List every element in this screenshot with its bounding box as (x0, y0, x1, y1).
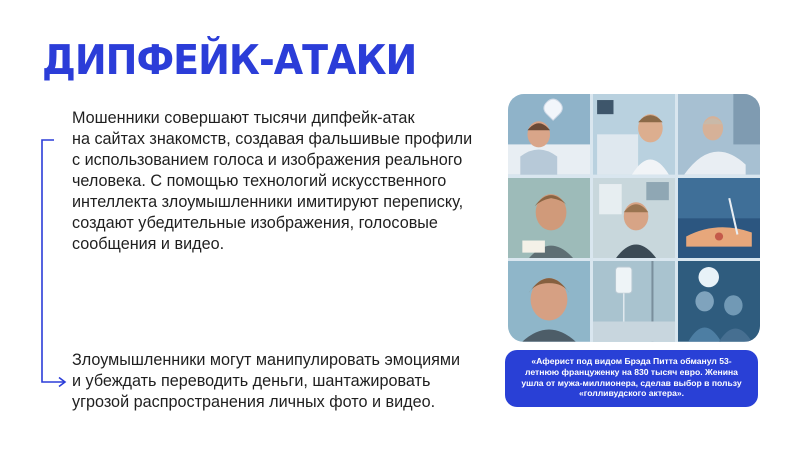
paragraph-1-line: сообщения и видео. (72, 235, 225, 253)
quote-line: «голливудского актера». (578, 388, 685, 399)
paragraph-1-line: с использованием голоса и изображения реального (72, 151, 463, 169)
paragraph-1-line: на сайтах знакомств, создавая фальшивые профили (72, 130, 473, 148)
paragraph-2-line: угрозой распространения личных фото и видео. (72, 393, 436, 411)
paragraph-1-line: Мошенники совершают тысячи дипфейк-атак (72, 109, 415, 127)
close-up-portrait-photo (508, 261, 590, 342)
quote-line: летнюю француженку на 830 тысяч евро. Женина (525, 366, 738, 377)
paragraph-1-line: интеллекта злоумышленники имитируют переписку, (72, 193, 464, 211)
paragraph-2 (72, 350, 502, 413)
quote-line: «Аферист под видом Брэда Питта обманул 53- (531, 356, 732, 366)
paragraph-2-line: Злоумышленники могут манипулировать эмоциями (72, 351, 461, 369)
paragraph-1-line: человека. С помощью технологий искусственного (72, 172, 447, 190)
hospital-bed-photo (508, 94, 590, 175)
surgery-procedure-photo (678, 178, 760, 259)
hospital-corridor-selfie-photo (593, 178, 675, 259)
surgeons-photo (678, 261, 760, 342)
paragraph-2-line: и убеждать переводить деньги, шантажировать (72, 372, 431, 390)
quote-line: ушла от мужа-миллионера, сделав выбор в пользу (521, 377, 742, 388)
portrait-photo (508, 178, 590, 259)
photo-collage (508, 94, 760, 342)
quote-box (505, 350, 758, 407)
slide-title: ДИПФЕЙК-АТАКИ (42, 36, 417, 84)
patient-bed-photo (678, 94, 760, 175)
hospital-selfie-photo (593, 94, 675, 175)
iv-drip-photo (593, 261, 675, 342)
paragraph-1-line: создают убедительные изображения, голосовые (72, 214, 438, 232)
paragraph-1 (72, 108, 502, 255)
